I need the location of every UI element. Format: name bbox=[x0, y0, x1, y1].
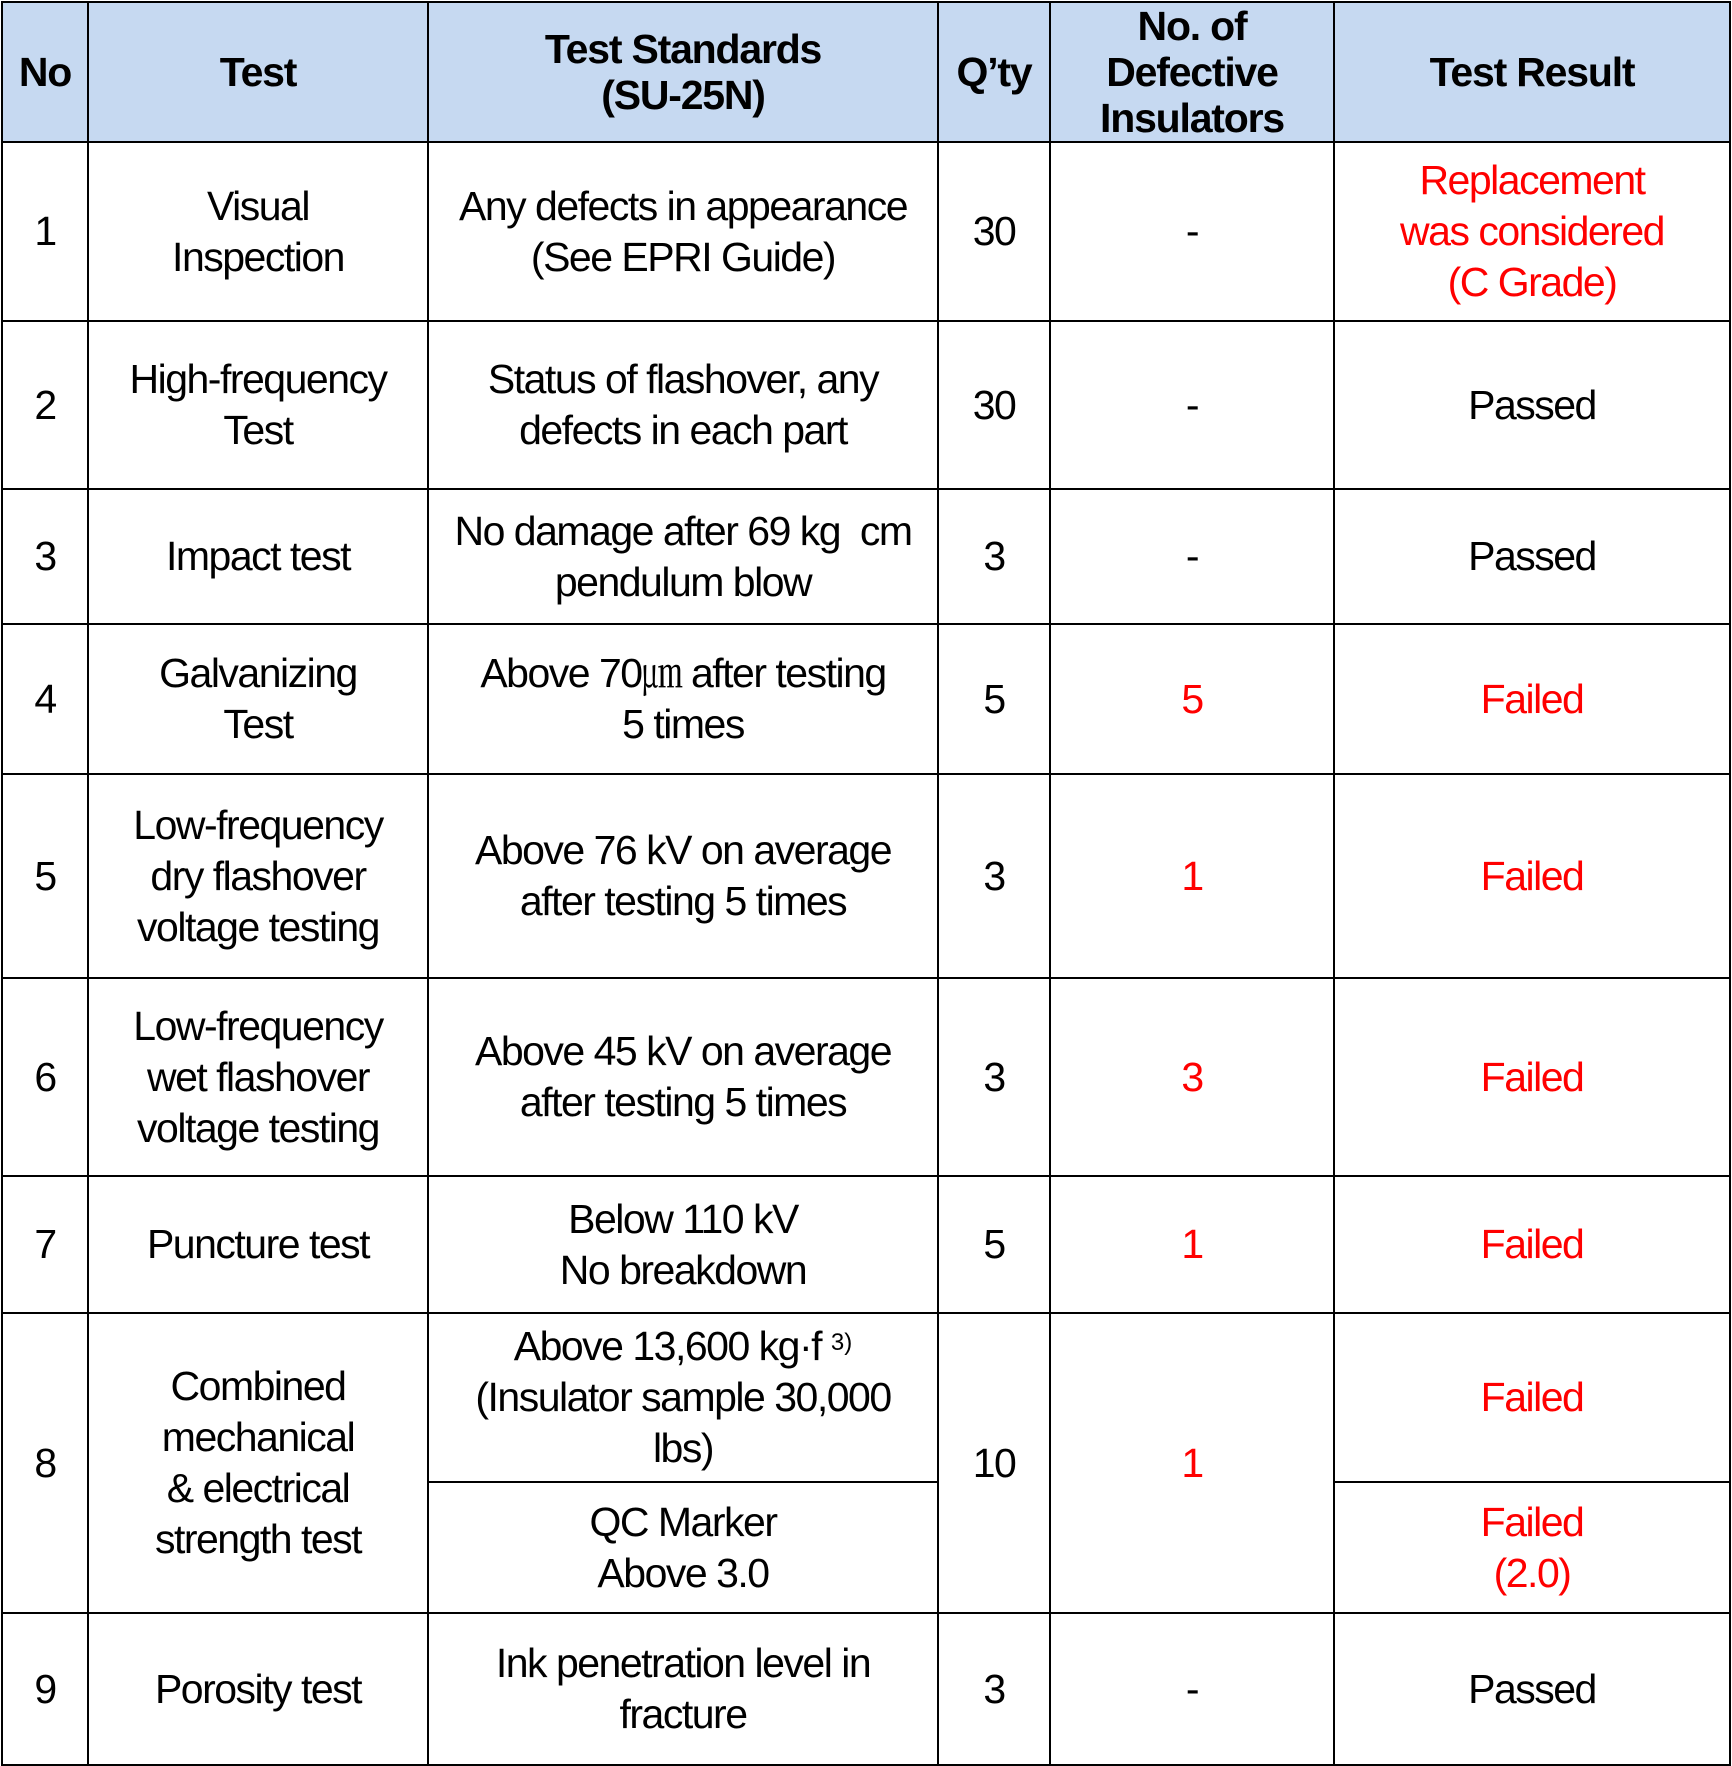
row-test: Puncture test bbox=[88, 1176, 428, 1313]
row-qty: 30 bbox=[938, 321, 1050, 489]
row-test: Low-frequency wet flashover voltage testing bbox=[88, 978, 428, 1176]
row-standard-a-main: Above 13,600 kg·f bbox=[513, 1323, 822, 1369]
row-defective: 1 bbox=[1050, 1176, 1334, 1313]
header-defective-count: No. of Defective Insulators bbox=[1050, 2, 1334, 142]
row-no: 2 bbox=[2, 321, 88, 489]
row-qty: 5 bbox=[938, 1176, 1050, 1313]
row-qty: 10 bbox=[938, 1313, 1050, 1613]
row-result: Failed bbox=[1334, 978, 1730, 1176]
row-no: 4 bbox=[2, 624, 88, 774]
row-qty: 3 bbox=[938, 774, 1050, 978]
header-test-standards: Test Standards (SU-25N) bbox=[428, 2, 938, 142]
row-no: 3 bbox=[2, 489, 88, 624]
row-result: Failed bbox=[1334, 624, 1730, 774]
table-row bbox=[2, 321, 1730, 489]
header-test: Test bbox=[88, 2, 428, 142]
table-row bbox=[2, 1613, 1730, 1765]
row-standard: Ink penetration level in fracture bbox=[428, 1613, 938, 1765]
row-result: Passed bbox=[1334, 1613, 1730, 1765]
row-standard-a-rest: (Insulator sample 30,000 lbs) bbox=[475, 1374, 891, 1471]
row-standard: Above 45 kV on average after testing 5 times bbox=[428, 978, 938, 1176]
insulator-test-results-table bbox=[1, 1, 1731, 1766]
row-result: Failed bbox=[1334, 774, 1730, 978]
row-test: Low-frequency dry flashover voltage testing bbox=[88, 774, 428, 978]
row-defective: - bbox=[1050, 142, 1334, 321]
row-defective: - bbox=[1050, 489, 1334, 624]
row-standard-a bbox=[428, 1313, 938, 1482]
row-no: 9 bbox=[2, 1613, 88, 1765]
row-no: 8 bbox=[2, 1313, 88, 1613]
table-row bbox=[2, 978, 1730, 1176]
table-row bbox=[2, 1176, 1730, 1313]
row-standard-b: QC Marker Above 3.0 bbox=[428, 1482, 938, 1613]
table-row bbox=[2, 142, 1730, 321]
row-qty: 3 bbox=[938, 978, 1050, 1176]
row-standard: Below 110 kV No breakdown bbox=[428, 1176, 938, 1313]
row-no: 6 bbox=[2, 978, 88, 1176]
row-standard: Above 76 kV on average after testing 5 times bbox=[428, 774, 938, 978]
row-result: Failed bbox=[1334, 1176, 1730, 1313]
footnote-marker: 3) bbox=[830, 1329, 853, 1356]
table-row bbox=[2, 489, 1730, 624]
row-defective: 5 bbox=[1050, 624, 1334, 774]
row-result-a: Failed bbox=[1334, 1313, 1730, 1482]
row-test: Impact test bbox=[88, 489, 428, 624]
table-row bbox=[2, 774, 1730, 978]
row-test: High-frequency Test bbox=[88, 321, 428, 489]
row-test: Porosity test bbox=[88, 1613, 428, 1765]
row-test: Visual Inspection bbox=[88, 142, 428, 321]
row-defective: - bbox=[1050, 321, 1334, 489]
row-result: Passed bbox=[1334, 321, 1730, 489]
row-test: Galvanizing Test bbox=[88, 624, 428, 774]
row-standard: Status of flashover, any defects in each part bbox=[428, 321, 938, 489]
row-defective: 3 bbox=[1050, 978, 1334, 1176]
row-no: 5 bbox=[2, 774, 88, 978]
table-row bbox=[2, 624, 1730, 774]
row-result: Replacement was considered (C Grade) bbox=[1334, 142, 1730, 321]
row-standard: Above 70㎛ after testing 5 times bbox=[428, 624, 938, 774]
row-qty: 3 bbox=[938, 489, 1050, 624]
header-no: No bbox=[2, 2, 88, 142]
row-qty: 3 bbox=[938, 1613, 1050, 1765]
table-row bbox=[2, 1313, 1730, 1482]
row-no: 1 bbox=[2, 142, 88, 321]
row-no: 7 bbox=[2, 1176, 88, 1313]
row-result: Passed bbox=[1334, 489, 1730, 624]
header-test-result: Test Result bbox=[1334, 2, 1730, 142]
header-qty: Q’ty bbox=[938, 2, 1050, 142]
row-defective: 1 bbox=[1050, 1313, 1334, 1613]
row-defective: - bbox=[1050, 1613, 1334, 1765]
row-qty: 5 bbox=[938, 624, 1050, 774]
row-standard: No damage after 69 kg cm pendulum blow bbox=[428, 489, 938, 624]
row-result-b: Failed (2.0) bbox=[1334, 1482, 1730, 1613]
row-defective: 1 bbox=[1050, 774, 1334, 978]
row-test: Combined mechanical & electrical strength test bbox=[88, 1313, 428, 1613]
row-qty: 30 bbox=[938, 142, 1050, 321]
header-row bbox=[2, 2, 1730, 142]
row-standard: Any defects in appearance (See EPRI Guide) bbox=[428, 142, 938, 321]
